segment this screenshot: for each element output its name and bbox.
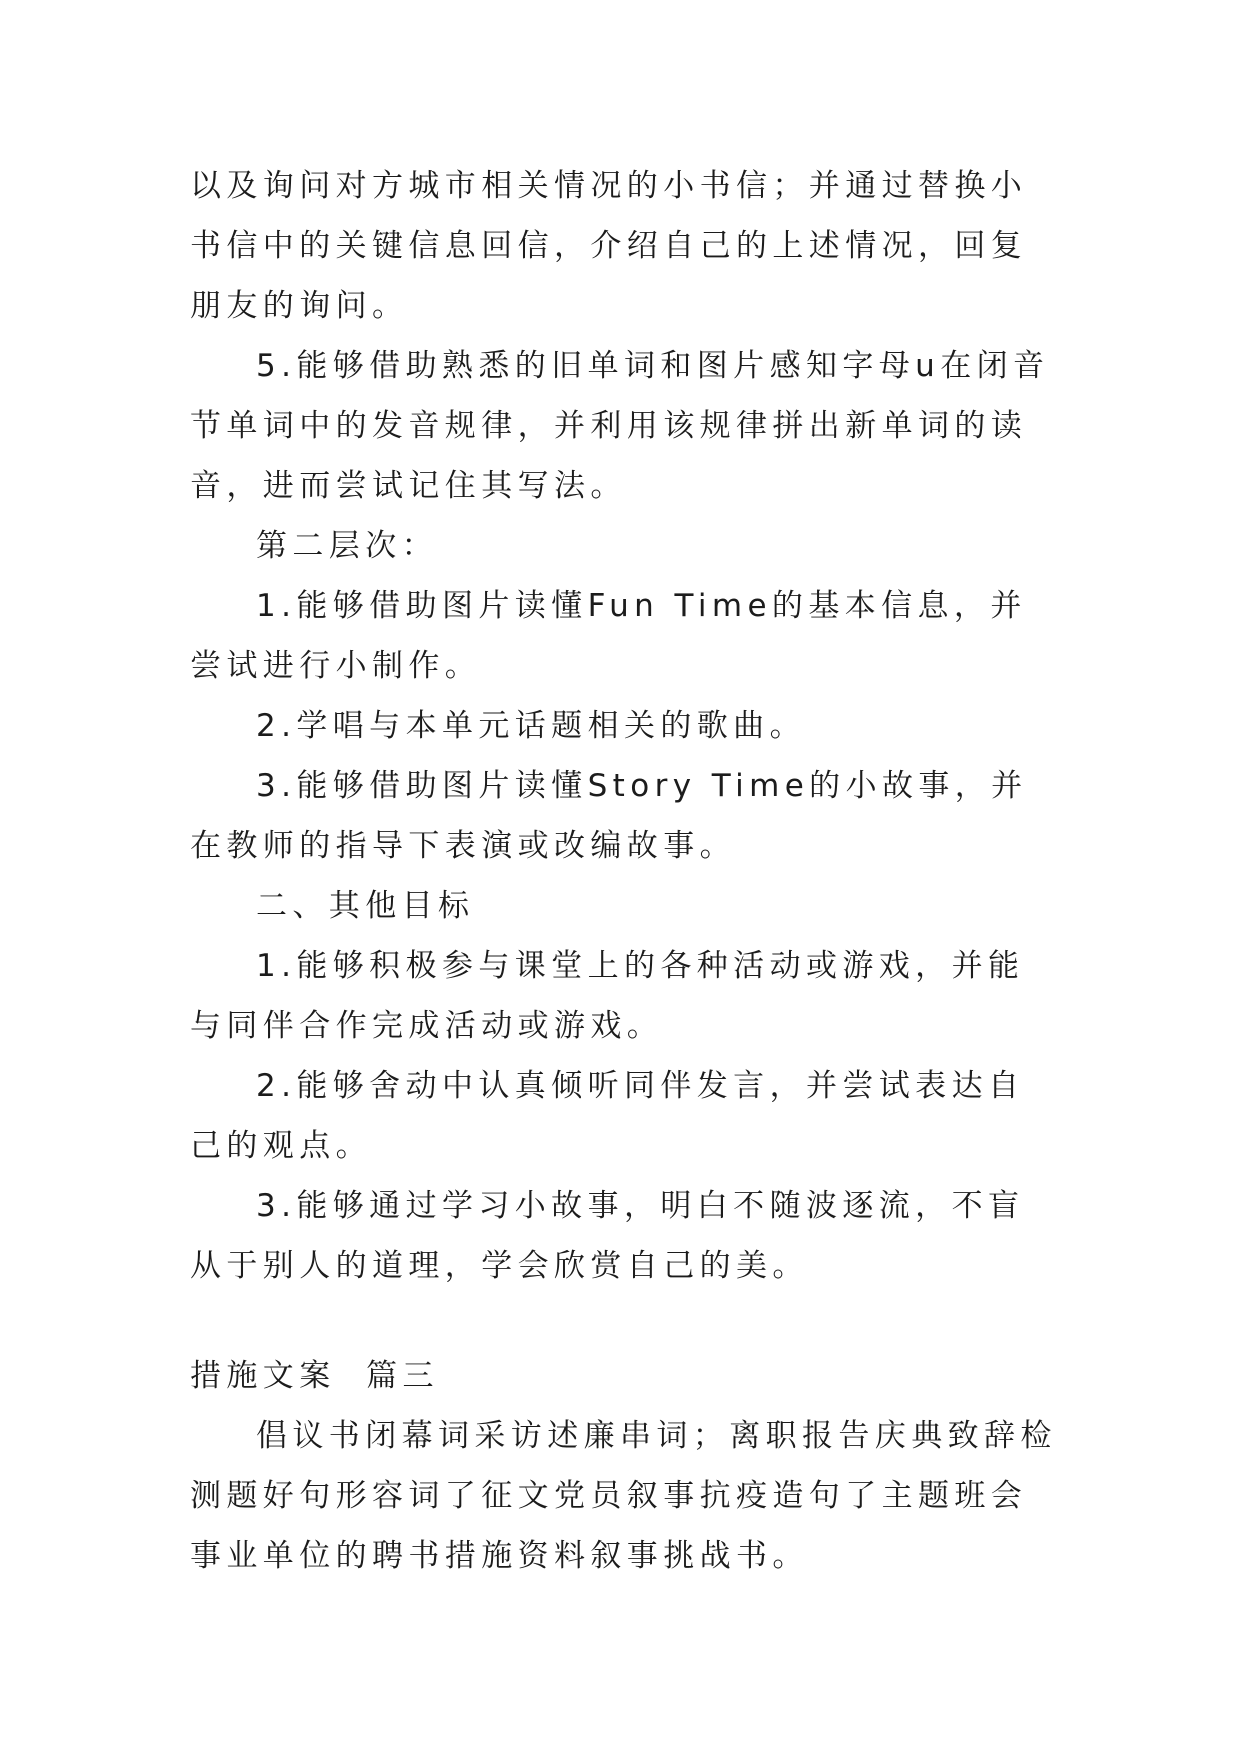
section-body: 倡议书闭幕词采访述廉串词；离职报告庆典致辞检测题好句形容词了征文党员叙事抗疫造句了主题班会事业单位的聘书措施资料叙事挑战书。	[190, 1418, 1057, 1574]
paragraph-other-goal-2: 2.能够舍动中认真倾听同伴发言，并尝试表达自己的观点。	[190, 1068, 1025, 1164]
paragraph-level2-goal-2: 2.学唱与本单元话题相关的歌曲。	[256, 708, 806, 744]
paragraph-other-goal-3: 3.能够通过学习小故事，明白不随波逐流，不盲从于别人的道理，学会欣赏自己的美。	[190, 1188, 1025, 1284]
paragraph-other-goal-1: 1.能够积极参与课堂上的各种活动或游戏，并能与同伴合作完成活动或游戏。	[190, 948, 1025, 1044]
paragraph-level2-goal-1: 1.能够借助图片读懂Fun Time的基本信息，并尝试进行小制作。	[190, 588, 1027, 684]
heading-level-two: 第二层次：	[256, 528, 438, 564]
document-body	[190, 156, 1060, 1586]
section-heading: 措施文案 篇三	[190, 1358, 439, 1394]
heading-other-goals: 二、其他目标	[256, 888, 475, 924]
paragraph-level2-goal-3: 3.能够借助图片读懂Story Time的小故事，并在教师的指导下表演或改编故事。	[190, 768, 1028, 864]
paragraph-goal-5: 5.能够借助熟悉的旧单词和图片感知字母u在闭音节单词中的发音规律，并利用该规律拼出新单词的读音，进而尝试记住其写法。	[190, 348, 1050, 504]
section-spacer	[190, 1296, 1060, 1346]
paragraph-continuation: 以及询问对方城市相关情况的小书信；并通过替换小书信中的关键信息回信，介绍自己的上述情况，回复朋友的询问。	[190, 168, 1028, 324]
